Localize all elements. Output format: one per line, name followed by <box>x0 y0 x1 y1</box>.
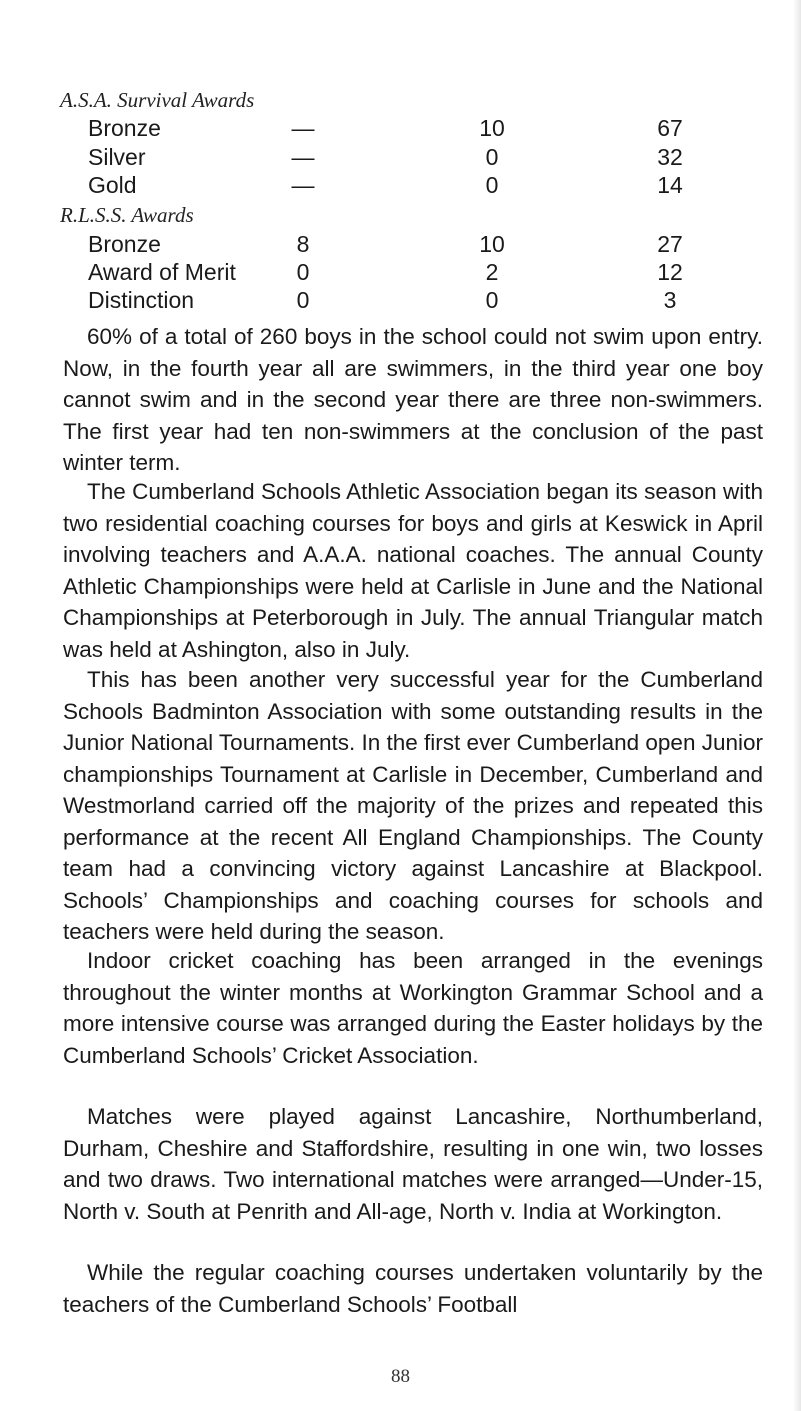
row-value: 67 <box>657 115 683 141</box>
row-value: 0 <box>296 287 310 313</box>
row-value: — <box>291 144 315 170</box>
row-value: 0 <box>296 259 310 285</box>
row-value: 10 <box>479 231 505 257</box>
row-value: 10 <box>479 115 505 141</box>
row-label: Bronze <box>88 231 161 257</box>
row-value: 12 <box>657 259 683 285</box>
row-value: — <box>291 172 315 198</box>
row-label: Silver <box>88 144 146 170</box>
row-value: 2 <box>485 259 499 285</box>
badminton-paragraph: This has been another very successful year for the Cumberland Schools Badminton Association with some outstanding results in the Junior National Tournaments. In the first ever Cumberland open Junior championships Tournament at Carlisle in December, Cumberland and Westmorland carried off the majority of the prizes and repeated this performance at the recent All England Championships. The County team had a convincing victory against Lancashire at Blackpool. Schools’ Championships and coaching courses for schools and teachers were held during the season. <box>63 667 763 944</box>
athletics-paragraph: The Cumberland Schools Athletic Association began its season with two residential coaching courses for boys and girls at Keswick in April involving teachers and A.A.A. national coaches. The annual County Athletic Championships were held at Carlisle in June and the National Championships at Peterborough in July. The annual Triangular match was held at Ashington, also in July. <box>63 479 763 662</box>
swimming-paragraph: 60% of a total of 260 boys in the school could not swim upon entry. Now, in the fourth year all are swimmers, in the third year one boy cannot swim and in the second year there are three non-swimmers. The first year had ten non-swimmers at the conclusion of the past winter term. <box>63 324 763 475</box>
asa-awards-heading: A.S.A. Survival Awards <box>60 88 255 112</box>
row-value: — <box>291 115 315 141</box>
table-row <box>0 259 801 289</box>
page-edge-shadow <box>793 0 801 1411</box>
row-label: Gold <box>88 172 137 198</box>
row-label: Bronze <box>88 115 161 141</box>
table-row <box>0 172 801 202</box>
football-paragraph: While the regular coaching courses undertaken voluntarily by the teachers of the Cumberland Schools’ Football <box>63 1260 763 1317</box>
row-label: Distinction <box>88 287 195 313</box>
table-row <box>0 144 801 174</box>
table-row <box>0 231 801 261</box>
row-value: 0 <box>485 287 499 313</box>
row-value: 8 <box>296 231 310 257</box>
table-row <box>0 287 801 317</box>
table-row <box>0 115 801 145</box>
row-value: 3 <box>663 287 677 313</box>
cricket-matches-paragraph: Matches were played against Lancashire, Northumberland, Durham, Cheshire and Staffordshire, resulting in one win, two losses and two draws. Two international matches were arranged—Under-15, North v. South at Penrith and All-age, North v. India at Workington. <box>63 1104 763 1224</box>
row-label: Award of Merit <box>88 259 236 285</box>
row-value: 32 <box>657 144 683 170</box>
row-value: 14 <box>657 172 683 198</box>
row-value: 27 <box>657 231 683 257</box>
rlss-awards-heading: R.L.S.S. Awards <box>60 203 194 227</box>
row-value: 0 <box>485 144 499 170</box>
cricket-coaching-paragraph: Indoor cricket coaching has been arranged in the evenings throughout the winter months at Workington Grammar School and a more intensive course was arranged during the Easter holidays by the Cumberland Schools’ Cricket Association. <box>63 948 763 1068</box>
row-value: 0 <box>485 172 499 198</box>
page-number: 88 <box>391 1366 410 1387</box>
